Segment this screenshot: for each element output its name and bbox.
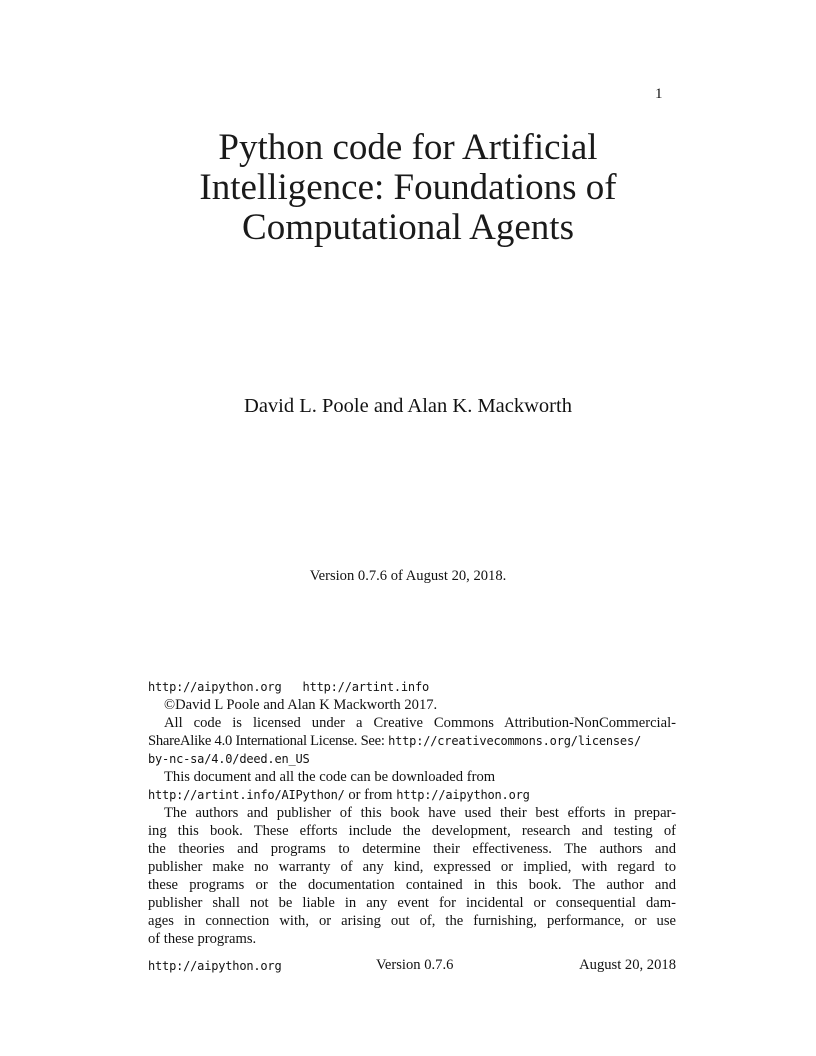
title-line: Computational Agents (242, 207, 574, 248)
download-text: This document and all the code can be downloaded from (164, 769, 496, 785)
download-link[interactable]: http://aipython.org (396, 788, 530, 802)
disclaimer-line: publisher shall not be liable in any event for incidental or consequential dam- (148, 895, 676, 911)
disclaimer-line: publisher make no warranty of any kind, expressed or implied, with regard to (148, 859, 676, 875)
disclaimer-line: the theories and programs to determine their effectiveness. The authors and (148, 841, 676, 857)
download-link[interactable]: http://artint.info/AIPython/ (148, 788, 345, 802)
license-link[interactable]: by-nc-sa/4.0/deed.en_US (148, 752, 310, 766)
disclaimer-line: of these programs. (148, 931, 257, 947)
authors: David L. Poole and Alan K. Mackworth (244, 395, 572, 417)
title-line: Python code for Artificial (218, 127, 598, 168)
artint-link[interactable]: http://artint.info (302, 680, 429, 694)
version-line: Version 0.7.6 of August 20, 2018. (309, 568, 507, 584)
disclaimer-line: these programs or the documentation contained in this book. The author and (148, 877, 676, 893)
title-line: Intelligence: Foundations of (199, 167, 617, 208)
footer-url[interactable]: http://aipython.org (148, 959, 282, 973)
page-number: 1 (655, 86, 663, 102)
disclaimer-line: ing this book. These efforts include the development, research and testing of (148, 823, 676, 839)
license-text: ShareAlike 4.0 International License. See: (148, 733, 389, 749)
copyright: ©David L Poole and Alan K Mackworth 2017. (164, 697, 438, 713)
disclaimer-line: ages in connection with, or arising out of, the furnishing, performance, or use (148, 913, 676, 929)
aipython-link[interactable]: http://aipython.org (148, 680, 282, 694)
license-link[interactable]: http://creativecommons.org/licenses/ (388, 734, 641, 748)
license-text: All code is licensed under a Creative Commons Attribution-NonCommercial- (164, 715, 676, 731)
footer-date: August 20, 2018 (579, 957, 676, 973)
download-text: or from (344, 787, 397, 803)
disclaimer-line: The authors and publisher of this book have used their best efforts in prepar- (164, 805, 676, 821)
footer-version: Version 0.7.6 (376, 957, 454, 973)
